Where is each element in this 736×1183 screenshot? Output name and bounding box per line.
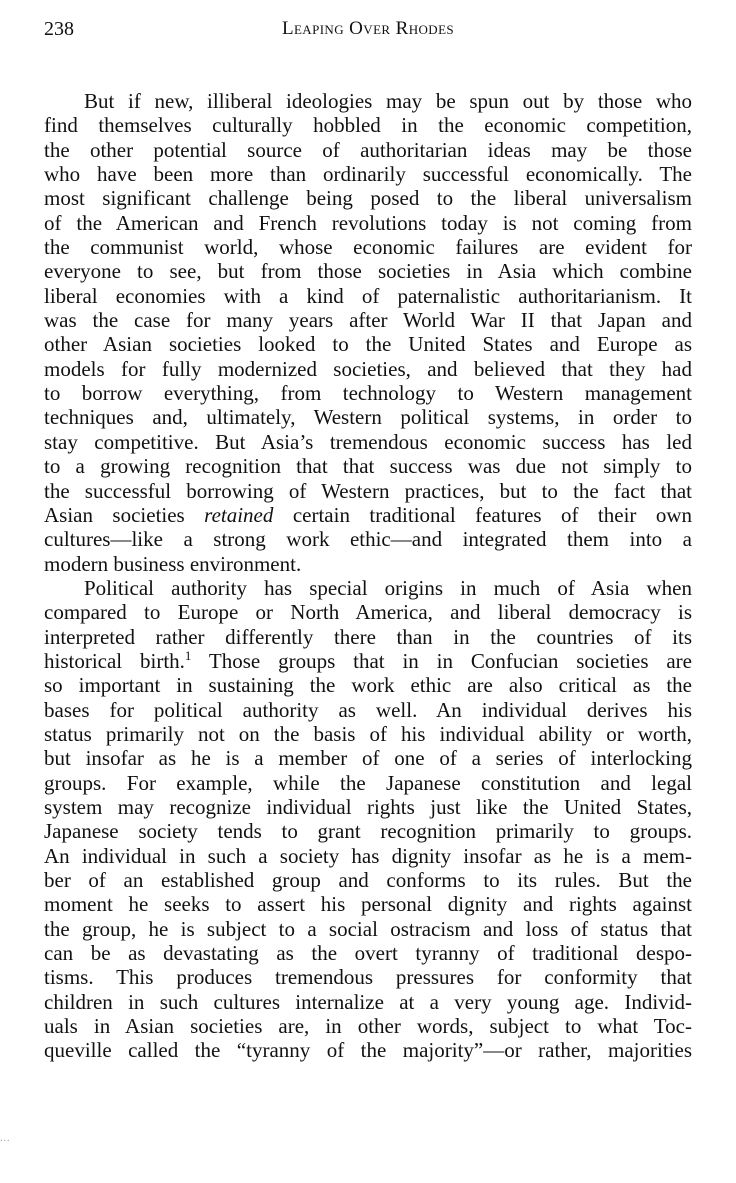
text-line: the successful borrowing of Western practices, but to the fact that	[44, 478, 692, 503]
text-line: children in such cultures internalize at a very young age. Individ-	[44, 989, 692, 1014]
text-line: was the case for many years after World War II that Japan and	[44, 308, 692, 333]
text-line: status primarily not on the basis of his individual ability or worth,	[44, 721, 692, 746]
text-line: the group, he is subject to a social ostracism and loss of status that	[44, 916, 692, 941]
text-line: liberal economies with a kind of paternalistic authoritarianism. It	[44, 283, 692, 308]
text-segment: historical birth.	[44, 648, 185, 673]
text-line: find themselves culturally hobbled in the economic competition,	[44, 113, 692, 138]
paragraph-1	[44, 89, 692, 576]
text-line: so important in sustaining the work ethic are also critical as the	[44, 673, 692, 698]
text-line: interpreted rather differently there than in the countries of its	[44, 624, 692, 649]
text-line: to borrow everything, from technology to Western management	[44, 381, 692, 406]
body-text	[44, 89, 692, 1063]
text-line: stay competitive. But Asia’s tremendous economic success has led	[44, 429, 692, 454]
text-line: the other potential source of authoritarian ideas may be those	[44, 137, 692, 162]
text-line: Political authority has special origins in much of Asia when	[84, 575, 692, 600]
text-line: system may recognize individual rights just like the United States,	[44, 794, 692, 819]
text-line: bases for political authority as well. An individual derives his	[44, 697, 692, 722]
text-line-with-footnote	[44, 649, 692, 673]
text-line: who have been more than ordinarily successful economically. The	[44, 162, 692, 187]
text-line: of the American and French revolutions today is not coming from	[44, 210, 692, 235]
text-line: to a growing recognition that that success was due not simply to	[44, 454, 692, 479]
margin-mark: ...	[0, 1133, 11, 1144]
text-line: An individual in such a society has dignity insofar as he is a mem-	[44, 843, 692, 868]
text-segment: certain traditional features of their own	[273, 502, 692, 527]
text-line: tisms. This produces tremendous pressures for conformity that	[44, 965, 692, 990]
paragraph-2	[44, 576, 692, 1063]
text-line: the communist world, whose economic failures are evident for	[44, 235, 692, 260]
page-header	[44, 16, 692, 42]
text-line: queville called the “tyranny of the majority”—or rather, majorities	[44, 1038, 692, 1063]
text-line: compared to Europe or North America, and liberal democracy is	[44, 600, 692, 625]
text-line: other Asian societies looked to the United States and Europe as	[44, 332, 692, 357]
text-line-with-italic	[44, 503, 692, 527]
text-line: moment he seeks to assert his personal dignity and rights against	[44, 892, 692, 917]
text-line: models for fully modernized societies, and believed that they had	[44, 356, 692, 381]
page-number: 238	[44, 18, 74, 40]
text-line: can be as devastating as the overt tyranny of traditional despo-	[44, 941, 692, 966]
text-line: modern business environment.	[44, 551, 302, 576]
running-head: Leaping Over Rhodes	[281, 18, 455, 39]
text-line: Japanese society tends to grant recognition primarily to groups.	[44, 819, 692, 844]
text-line: cultures—like a strong work ethic—and integrated them into a	[44, 527, 692, 552]
italic-word: retained	[204, 502, 274, 527]
text-line: But if new, illiberal ideologies may be spun out by those who	[84, 89, 692, 113]
text-line: most significant challenge being posed to the liberal universalism	[44, 186, 692, 211]
text-segment: Asian societies	[44, 502, 205, 527]
footnote-reference[interactable]: 1	[184, 647, 192, 663]
text-line: ber of an established group and conforms to its rules. But the	[44, 868, 692, 892]
text-line: groups. For example, while the Japanese constitution and legal	[44, 770, 692, 795]
text-line: but insofar as he is a member of one of a series of interlocking	[44, 746, 692, 771]
text-line: uals in Asian societies are, in other words, subject to what Toc-	[44, 1014, 692, 1039]
text-line: techniques and, ultimately, Western political systems, in order to	[44, 405, 692, 430]
text-segment: Those groups that in in Confucian societies are	[191, 648, 692, 673]
text-line: everyone to see, but from those societies in Asia which combine	[44, 259, 692, 284]
